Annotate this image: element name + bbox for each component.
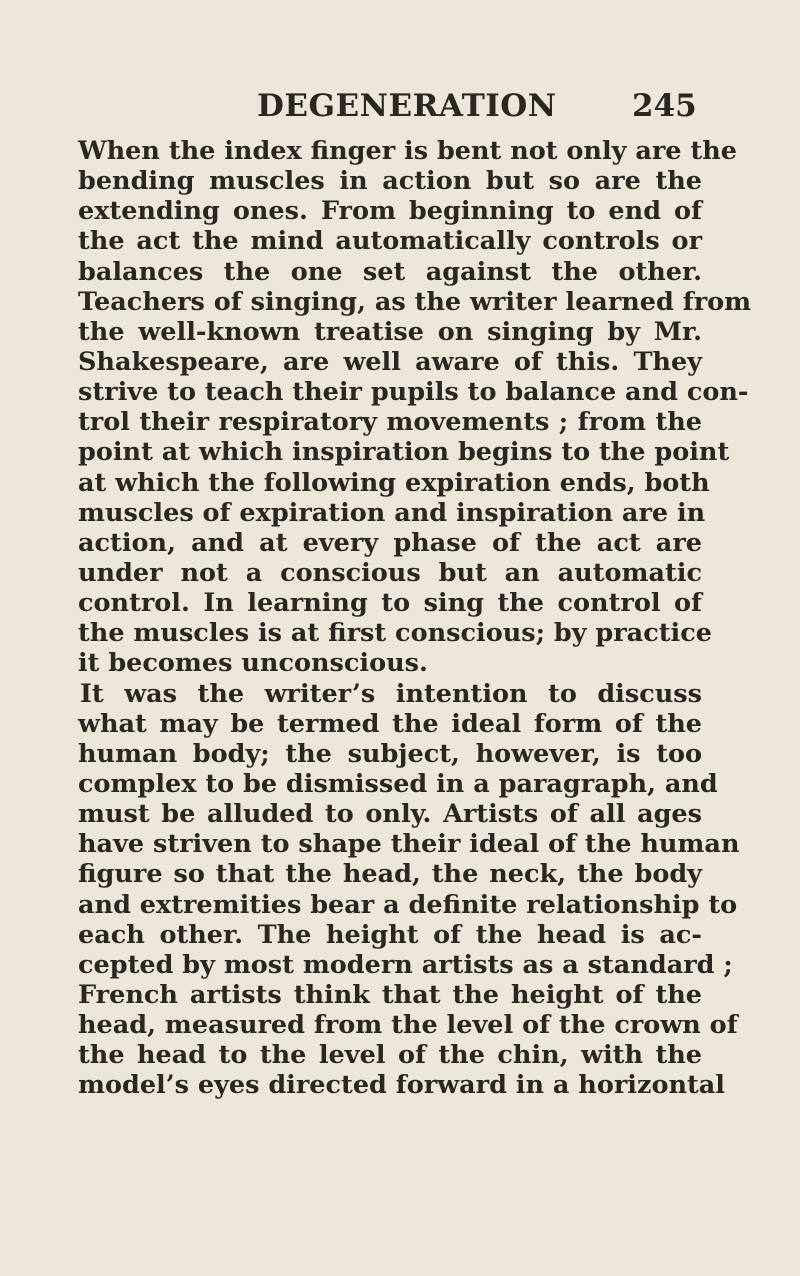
running-title: DEGENERATION bbox=[257, 88, 557, 124]
text-line: muscles of expiration and inspiration are in bbox=[78, 497, 706, 528]
text-line: French artists think that the height of the bbox=[78, 979, 702, 1010]
text-line: extending ones. From beginning to end of bbox=[78, 196, 702, 227]
text-line: When the index finger is bent not only are the bbox=[78, 136, 737, 166]
page-number: 245 bbox=[632, 88, 697, 124]
text-line: must be alluded to only. Artists of all ages bbox=[78, 799, 702, 830]
text-line: the head to the level of the chin, with the bbox=[78, 1040, 702, 1071]
text-line: action, and at every phase of the act are bbox=[78, 527, 702, 558]
text-line: cepted by most modern artists as a standard ; bbox=[78, 949, 733, 980]
text-line: point at which inspiration begins to the point bbox=[78, 437, 730, 468]
text-line: control. In learning to sing the control of bbox=[78, 588, 702, 619]
text-line: human body; the subject, however, is too bbox=[78, 738, 702, 769]
text-line: it becomes unconscious. bbox=[78, 648, 428, 679]
text-line: Teachers of singing, as the writer learned from bbox=[78, 286, 752, 317]
text-line: at which the following expiration ends, both bbox=[78, 467, 710, 498]
text-line: have striven to shape their ideal of the human bbox=[78, 829, 740, 860]
text-line: under not a conscious but an automatic bbox=[78, 557, 702, 588]
text-line: model’s eyes directed forward in a horizontal bbox=[78, 1070, 725, 1101]
paragraph-1 bbox=[78, 136, 752, 679]
text-line: It was the writer’s intention to discuss bbox=[80, 678, 702, 709]
text-line: each other. The height of the head is ac- bbox=[78, 919, 702, 950]
text-line: bending muscles in action but so are the bbox=[78, 166, 702, 197]
page-header bbox=[0, 88, 800, 128]
text-line: trol their respiratory movements ; from the bbox=[78, 407, 702, 438]
paragraph-2 bbox=[78, 678, 740, 1101]
text-line: Shakespeare, are well aware of this. They bbox=[78, 346, 702, 377]
text-line: balances the one set against the other. bbox=[78, 256, 702, 287]
text-line: figure so that the head, the neck, the body bbox=[78, 859, 702, 890]
text-line: the act the mind automatically controls or bbox=[78, 226, 702, 257]
text-line: what may be termed the ideal form of the bbox=[78, 708, 702, 739]
text-line: head, measured from the level of the crown of bbox=[78, 1010, 738, 1041]
text-line: strive to teach their pupils to balance and con- bbox=[78, 377, 749, 408]
text-line: the well-known treatise on singing by Mr. bbox=[78, 316, 702, 347]
text-line: the muscles is at first conscious; by practice bbox=[78, 618, 712, 649]
body-text bbox=[78, 136, 752, 1101]
text-line: complex to be dismissed in a paragraph, and bbox=[78, 768, 718, 799]
text-line: and extremities bear a definite relationship to bbox=[78, 889, 738, 920]
